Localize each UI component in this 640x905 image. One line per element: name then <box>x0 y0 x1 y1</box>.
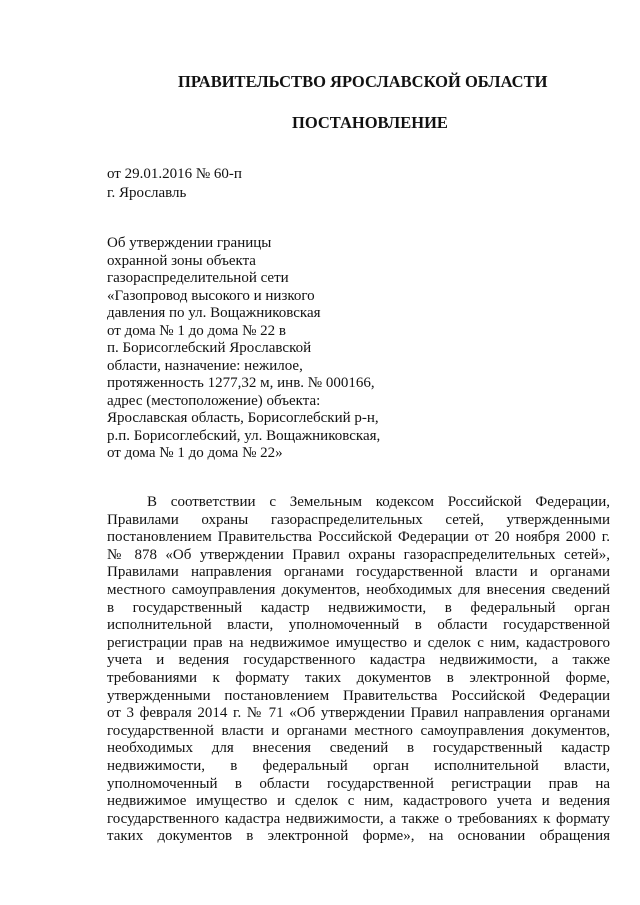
subject-line: р.п. Борисоглебский, ул. Вощажниковская, <box>107 427 381 444</box>
subject-line: от дома № 1 до дома № 22» <box>107 445 283 461</box>
document-subject <box>107 235 427 463</box>
government-title: ПРАВИТЕЛЬСТВО ЯРОСЛАВСКОЙ ОБЛАСТИ <box>178 72 548 91</box>
body-line: уполномоченный в области государственной регистрации прав на <box>107 775 610 792</box>
body-line: В соответствии с Земельным кодексом Российской Федерации, <box>147 494 610 510</box>
body-line: необходимых для внесения сведений в государственный кадастр <box>107 740 610 757</box>
body-line: недвижимое имущество и сделок с ним, кадастрового учета и ведения <box>107 793 610 810</box>
subject-line: протяженность 1277,32 м, инв. № 000166, <box>107 375 375 391</box>
body-line: таких документов в электронной форме», на основании обращения <box>107 828 610 845</box>
body-line: государственного кадастра недвижимости, а также о требованиях к формату <box>107 810 610 827</box>
body-line: исполнительной власти, уполномоченный в области государственной <box>107 617 610 634</box>
body-line: местного самоуправления документов, необходимых для внесения сведений <box>107 581 610 598</box>
subject-line: охранной зоны объекта <box>107 252 256 269</box>
subject-line: п. Борисоглебский Ярославской <box>107 340 312 356</box>
date-and-number: от 29.01.2016 № 60-п <box>107 166 242 182</box>
body-line: Правилами направления органами государственной власти и органами <box>107 564 610 581</box>
body-line: Правилами охраны газораспределительных сетей, утвержденными <box>107 511 610 528</box>
subject-line: Об утверждении границы <box>107 235 272 251</box>
subject-line: «Газопровод высокого и низкого <box>107 287 315 304</box>
body-line: утвержденными постановлением Правительства Российской Федерации <box>107 687 610 704</box>
subject-line: Ярославская область, Борисоглебский р-н, <box>107 410 379 426</box>
subject-line: области, назначение: нежилое, <box>107 357 303 374</box>
body-line: недвижимости, в федеральный орган исполнительной власти, <box>107 757 610 774</box>
body-line: государственной власти и органами местного самоуправления документов, <box>107 722 610 739</box>
body-line: № 878 «Об утверждении Правил охраны газораспределительных сетей», <box>107 546 610 563</box>
body-line: учета и ведения государственного кадастра недвижимости, а также <box>107 652 610 669</box>
body-line: регистрации прав на недвижимое имущество и сделок с ним, кадастрового <box>107 634 610 651</box>
subject-line: газораспределительной сети <box>107 270 289 286</box>
subject-line: адрес (местоположение) объекта: <box>107 392 321 409</box>
body-line: требованиями к формату таких документов в электронной форме, <box>107 669 610 686</box>
body-line: постановлением Правительства Российской Федерации от 20 ноября 2000 г. <box>107 529 610 546</box>
body-line: от 3 февраля 2014 г. № 71 «Об утверждении Правил направления органами <box>107 705 610 722</box>
city: г. Ярославль <box>107 185 187 201</box>
subject-line: от дома № 1 до дома № 22 в <box>107 322 286 339</box>
body-paragraph <box>107 494 610 846</box>
subject-line: давления по ул. Вощажниковская <box>107 305 321 321</box>
document-type-heading: ПОСТАНОВЛЕНИЕ <box>292 113 448 132</box>
body-line: в государственный кадастр недвижимости, в федеральный орган <box>107 599 610 616</box>
